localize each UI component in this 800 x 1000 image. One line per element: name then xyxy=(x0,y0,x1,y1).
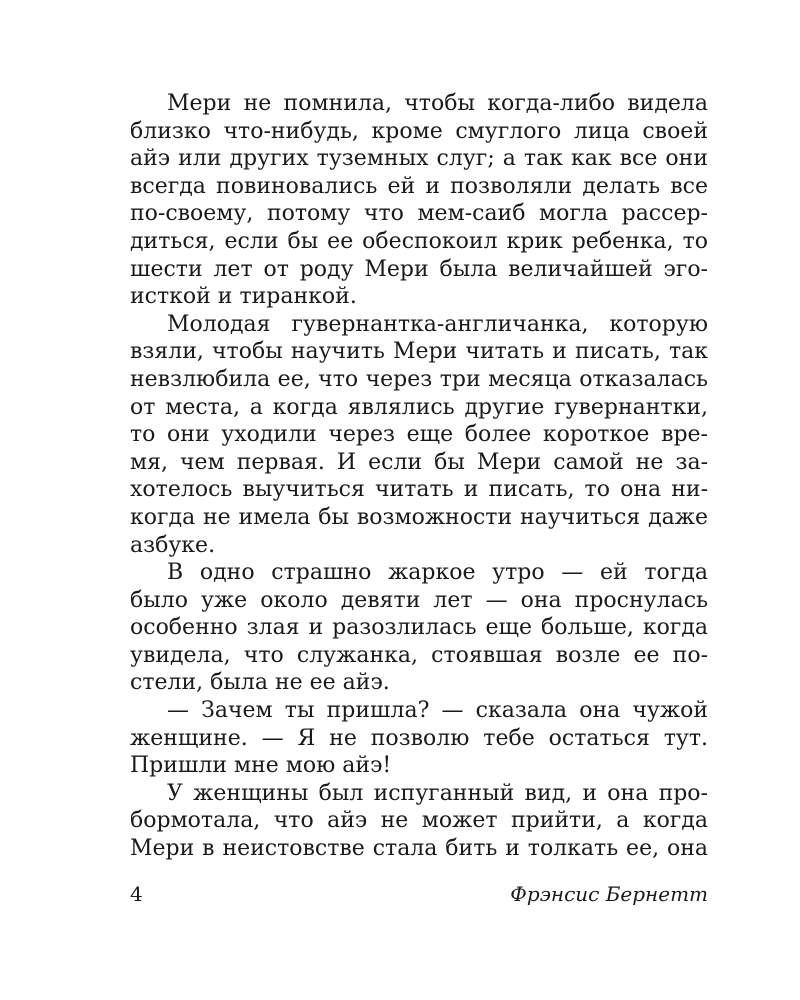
page-footer xyxy=(130,880,708,908)
paragraph-1-line: исткой и тиранкой. xyxy=(130,284,357,310)
running-author: Фрэнсис Бернетт xyxy=(510,882,708,906)
paragraph-2-line: от места, а когда являлись другие гувернантки, xyxy=(130,394,708,420)
paragraph-1-line: диться, если бы ее обеспокоил крик ребенка, то xyxy=(130,228,708,254)
paragraph-3-line: особенно злая и разозлилась еще больше, когда xyxy=(130,615,708,641)
paragraph-2-line: мя, чем первая. И если бы Мери самой не за- xyxy=(130,449,708,475)
paragraph-2-line: то они уходили через еще более короткое вре- xyxy=(130,422,708,448)
dialogue-line: Пришли мне мою айэ! xyxy=(130,753,392,779)
paragraph-1-line: Мери не помнила, чтобы когда-либо видела xyxy=(167,91,708,116)
paragraph-5-line: бормотала, что айэ не может прийти, а когда xyxy=(130,808,708,834)
paragraph-1-line: близко что-нибудь, кроме смуглого лица своей xyxy=(130,118,708,144)
dialogue-line: — Зачем ты пришла? — сказала она чужой xyxy=(167,698,708,724)
body-text xyxy=(130,90,708,863)
paragraph-2-line: взяли, чтобы научить Мери читать и писать, так xyxy=(130,339,708,365)
paragraph-5-line: Мери в неистовстве стала бить и толкать ее, она xyxy=(130,836,708,862)
paragraph-2-line: когда не имела бы возможности научиться даже xyxy=(130,504,708,530)
paragraph-1-line: по-своему, потому что мем-саиб могла рассер- xyxy=(130,201,708,227)
paragraph-3-line: В одно страшно жаркое утро — ей тогда xyxy=(167,560,708,586)
paragraph-2-line: Молодая гувернантка-англичанка, которую xyxy=(167,311,708,337)
paragraph-1-line: айэ или других туземных слуг; а так как все они xyxy=(130,146,708,172)
paragraph-2-line: хотелось выучиться читать и писать, то она ни- xyxy=(130,477,708,503)
paragraph-3-line: было уже около девяти лет — она проснулась xyxy=(130,587,708,613)
paragraph-2-line: невзлюбила ее, что через три месяца отказалась xyxy=(130,366,708,392)
paragraph-3-line: увидела, что служанка, стоявшая возле ее по- xyxy=(130,642,708,668)
dialogue-line: женщине. — Я не позволю тебе остаться тут. xyxy=(130,725,708,751)
paragraph-5-line: У женщины был испуганный вид, и она про- xyxy=(167,780,708,806)
paragraph-2-line: азбуке. xyxy=(130,532,216,558)
paragraph-1-line: шести лет от роду Мери была величайшей эго- xyxy=(130,256,708,282)
paragraph-3-line: стели, была не ее айэ. xyxy=(130,670,390,696)
page-number: 4 xyxy=(130,882,143,906)
paragraph-1-line: всегда повиновались ей и позволяли делать все xyxy=(130,173,708,199)
